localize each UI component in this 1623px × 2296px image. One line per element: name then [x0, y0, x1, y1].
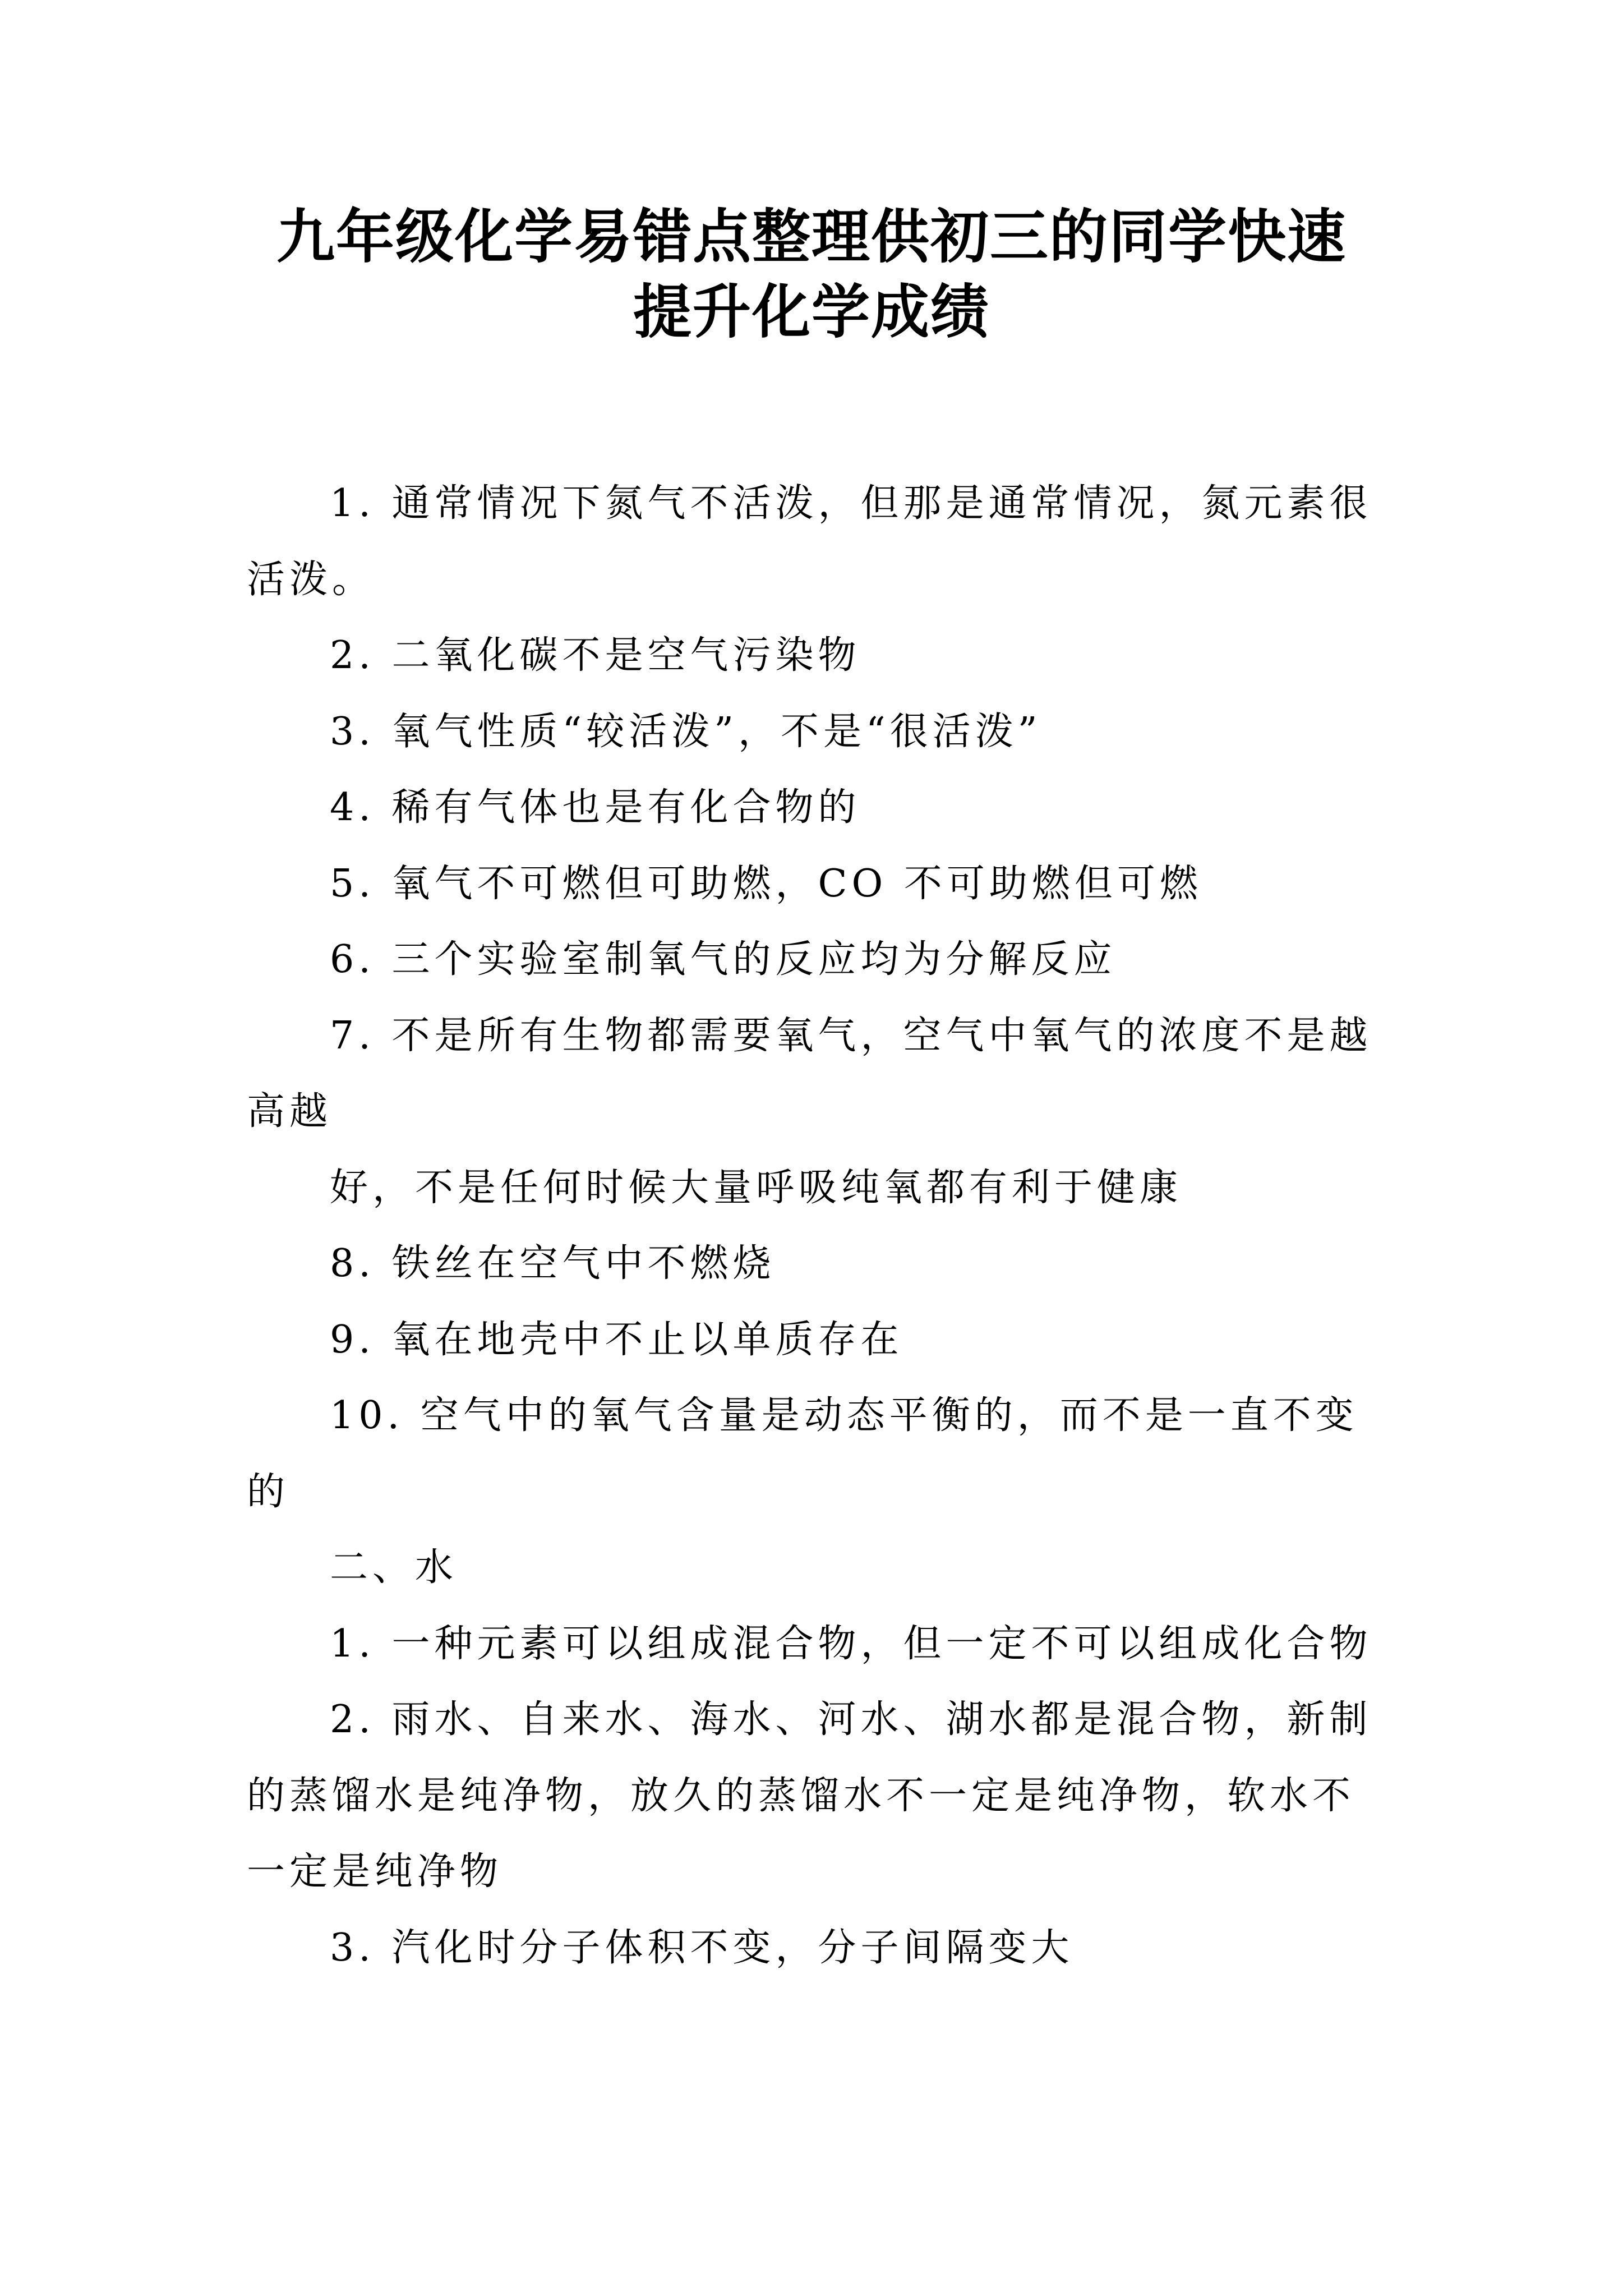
- paragraph-item-3: 3. 氧气性质“较活泼”，不是“很活泼”: [330, 709, 1042, 754]
- paragraph-item-10: 10. 空气中的氧气含量是动态平衡的，而不是一直不变的: [247, 1393, 1358, 1514]
- paragraph-item-7: 7. 不是所有生物都需要氧气，空气中氧气的浓度不是越高越: [247, 1013, 1372, 1134]
- water-item-1: 1. 一种元素可以组成混合物，但一定不可以组成化合物: [330, 1621, 1372, 1666]
- document-body: [247, 466, 1385, 1986]
- paragraph-item-5: 5. 氧气不可燃但可助燃，CO 不可助燃但可燃: [330, 861, 1202, 906]
- paragraph-item-8: 8. 铁丝在空气中不燃烧: [330, 1241, 776, 1286]
- paragraph-item-7-continued: 好，不是任何时候大量呼吸纯氧都有利于健康: [330, 1165, 1183, 1210]
- title-line-2: 提升化学成绩: [633, 278, 990, 346]
- paragraph-item-1: 1. 通常情况下氮气不活泼，但那是通常情况，氮元素很活泼。: [247, 481, 1372, 602]
- water-item-3: 3. 汽化时分子体积不变，分子间隔变大: [330, 1925, 1074, 1970]
- water-item-2: 2. 雨水、自来水、海水、河水、湖水都是混合物，新制的蒸馏水是纯净物，放久的蒸馏水不一定是纯净物，软水不一定是纯净物: [247, 1697, 1372, 1894]
- paragraph-item-2: 2. 二氧化碳不是空气污染物: [330, 633, 861, 678]
- document-title: [168, 199, 1455, 349]
- paragraph-item-6: 6. 三个实验室制氧气的反应均为分解反应: [330, 937, 1117, 982]
- title-line-1: 九年级化学易错点整理供初三的同学快速: [276, 203, 1347, 271]
- section-heading-water: 二、水: [330, 1545, 458, 1590]
- paragraph-item-9: 9. 氧在地壳中不止以单质存在: [330, 1317, 903, 1362]
- paragraph-item-4: 4. 稀有气体也是有化合物的: [330, 785, 861, 830]
